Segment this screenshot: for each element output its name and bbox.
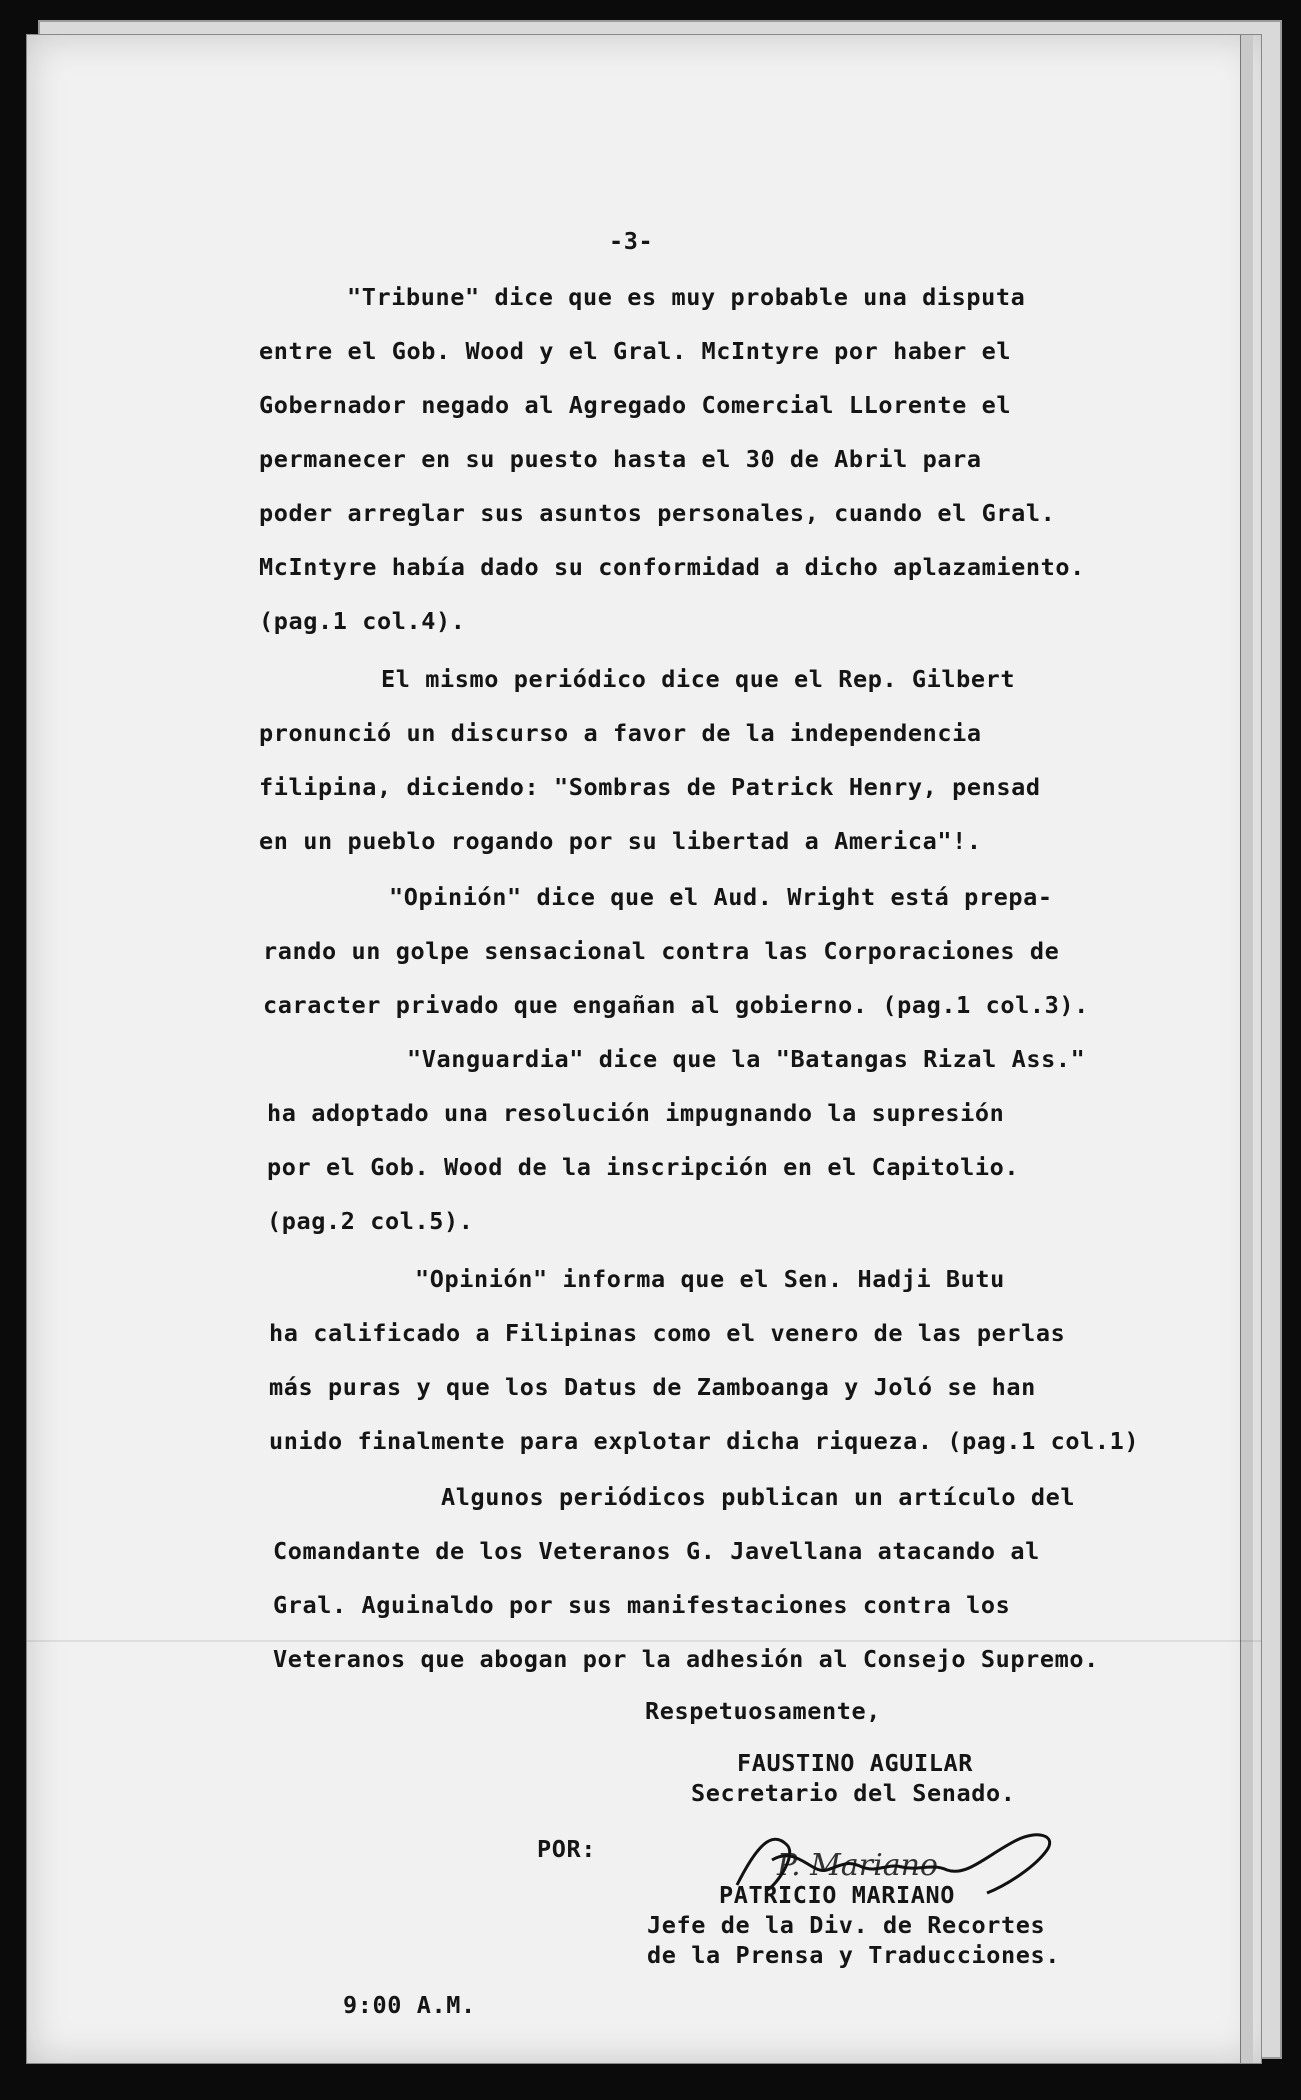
text-line: (pag.2 col.5). <box>267 1207 474 1235</box>
text-line: (pag.1 col.4). <box>259 607 466 635</box>
text-line: Algunos periódicos publican un artículo del <box>441 1483 1076 1511</box>
signatory-title: Secretario del Senado. <box>691 1779 1016 1807</box>
text-line: McIntyre había dado su conformidad a dicho aplazamiento. <box>259 553 1085 581</box>
text-line: ha calificado a Filipinas como el venero de las perlas <box>269 1319 1066 1347</box>
text-line: unido finalmente para explotar dicha riqueza. (pag.1 col.1) <box>269 1427 1140 1455</box>
text-line: rando un golpe sensacional contra las Corporaciones de <box>263 937 1060 965</box>
por-label: POR: <box>537 1835 596 1863</box>
text-line: "Tribune" dice que es muy probable una disputa <box>347 283 1026 311</box>
text-line: "Opinión" informa que el Sen. Hadji Butu <box>415 1265 1005 1293</box>
text-line: "Opinión" dice que el Aud. Wright está prepa- <box>389 883 1053 911</box>
text-line: más puras y que los Datus de Zamboanga y Joló se han <box>269 1373 1036 1401</box>
document-page <box>26 34 1262 2064</box>
text-line: "Vanguardia" dice que la "Batangas Rizal Ass." <box>407 1045 1086 1073</box>
text-line: en un pueblo rogando por su libertad a America"!. <box>259 827 982 855</box>
signatory-name: FAUSTINO AGUILAR <box>737 1749 973 1777</box>
text-line: Gral. Aguinaldo por sus manifestaciones contra los <box>273 1591 1011 1619</box>
text-line: Comandante de los Veteranos G. Javellana atacando al <box>273 1537 1040 1565</box>
text-line: por el Gob. Wood de la inscripción en el Capitolio. <box>267 1153 1020 1181</box>
text-line: permanecer en su puesto hasta el 30 de Abril para <box>259 445 982 473</box>
closing: Respetuosamente, <box>645 1697 881 1725</box>
text-line: filipina, diciendo: "Sombras de Patrick Henry, pensad <box>259 773 1041 801</box>
page-edge <box>1240 35 1253 2063</box>
second-name: PATRICIO MARIANO <box>719 1881 955 1909</box>
signature-text: P. Mariano <box>777 1848 938 1883</box>
second-title-2: de la Prensa y Traducciones. <box>647 1941 1060 1969</box>
time-stamp: 9:00 A.M. <box>343 1991 476 2019</box>
text-line: Veteranos que abogan por la adhesión al Consejo Supremo. <box>273 1645 1099 1673</box>
text-line: Gobernador negado al Agregado Comercial LLorente el <box>259 391 1012 419</box>
text-line: ha adoptado una resolución impugnando la supresión <box>267 1099 1005 1127</box>
page-fold <box>27 1640 1261 1642</box>
text-line: El mismo periódico dice que el Rep. Gilbert <box>381 665 1016 693</box>
second-title-1: Jefe de la Div. de Recortes <box>647 1911 1046 1939</box>
text-line: entre el Gob. Wood y el Gral. McIntyre por haber el <box>259 337 1012 365</box>
page-number: -3- <box>609 227 654 255</box>
text-line: pronunció un discurso a favor de la independencia <box>259 719 982 747</box>
text-line: caracter privado que engañan al gobierno. (pag.1 col.3). <box>263 991 1089 1019</box>
text-line: poder arreglar sus asuntos personales, cuando el Gral. <box>259 499 1056 527</box>
